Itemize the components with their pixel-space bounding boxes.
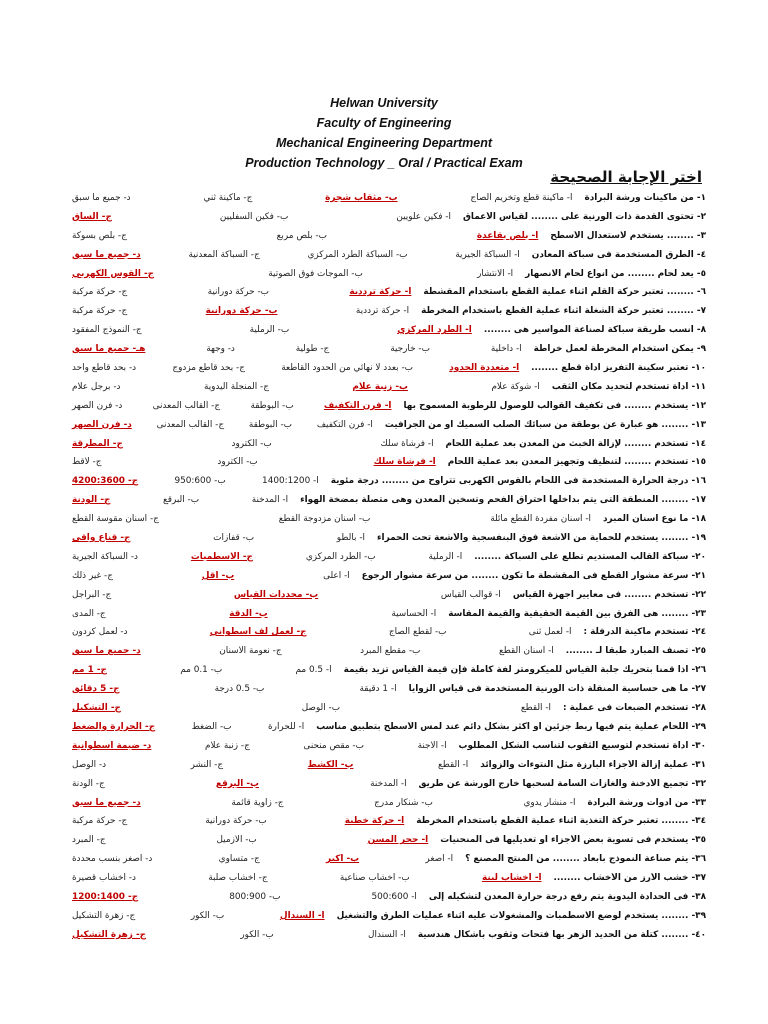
question-text: ١٢- يستخدم ........ فى تكفيف القوالب للوصول للرطوبة المسموح بها [403, 400, 706, 411]
question-row [64, 779, 706, 798]
answer-option: ب- الأزميل [216, 835, 257, 846]
exam-title: Production Technology _ Oral / Practical Exam [245, 156, 523, 170]
answer-option: أ- أصغر [425, 854, 454, 865]
question-text: ٢- تحتوى القدمة ذات الورنية على ........ لقياس الأعماق [462, 211, 706, 222]
question-row [64, 401, 706, 420]
answer-option: ج- المنجلة اليدوية [203, 381, 269, 392]
correct-answer-option: د- جميع ما سبق [72, 797, 141, 808]
answer-option: أ- المدخنة [251, 495, 289, 506]
correct-answer-option: ج- زهرة التشكيل [72, 929, 147, 940]
question-text: ٧- ........ تعتبر حركة الشغلة أثناء عملية القطع باستخدام المخرطة [421, 306, 706, 317]
answer-option: د- الوصل [72, 759, 107, 770]
question-row [64, 722, 706, 741]
answer-option: د- أخشاب قصيرة [72, 873, 136, 884]
answer-options [64, 231, 540, 241]
answer-option: ب- 0.1 مم [180, 665, 223, 676]
answer-option: ب- خارجية [390, 344, 430, 355]
answer-option: ج- البراجل [72, 589, 112, 600]
correct-answer-option: ب- أقل [201, 570, 235, 581]
answer-option: أ- أعلى [323, 570, 350, 581]
answer-option: د- وجهة [206, 344, 235, 355]
question-text: ١٠- تعتبر سكينة التفريز أداة قطع ........ [531, 363, 706, 374]
answer-options [64, 552, 464, 562]
exam-header [0, 93, 768, 173]
answer-option: ب- الوصل [301, 703, 341, 714]
answer-options [64, 854, 455, 864]
correct-answer-option: د- جميع ما سبق [72, 646, 141, 657]
question-row [64, 684, 706, 703]
correct-answer-option: أ- أخشاب لينة [481, 873, 542, 884]
answer-option: أ- السندال [368, 929, 406, 940]
answer-option: ب- 950:600 [174, 476, 226, 487]
answer-option: ب- البرقع [163, 495, 200, 506]
correct-answer-option: ب- زنبة علام [352, 381, 408, 392]
correct-answer-option: أ- بلص بقاعدة [476, 230, 539, 241]
question-text: ٣٨- فى الحدادة اليدوية يتم رفع درجة حرارة المعدن لتشكيله إلى [428, 891, 706, 902]
answer-option: ب- الموجات فوق الصوتية [268, 268, 363, 279]
question-row [64, 382, 706, 401]
question-row [64, 212, 706, 231]
question-list [64, 193, 706, 949]
answer-option: د- السباكة الجيرية [72, 551, 138, 562]
correct-answer-option: ج- القوس الكهربي [72, 268, 155, 279]
answer-option: ب- أخشاب صناعية [339, 873, 410, 884]
answer-options [64, 439, 436, 449]
correct-answer-option: ج- 1200:1400 [72, 891, 139, 902]
answer-option: ب- البوطقة [248, 419, 293, 430]
correct-answer-option: أ- الطرد المركزي [397, 325, 472, 336]
question-row [64, 306, 706, 325]
question-row [64, 231, 706, 250]
answer-options [64, 382, 542, 392]
question-text: ١٨- ما نوع أسنان المبرد [603, 514, 706, 525]
question-row [64, 250, 706, 269]
answer-options [64, 911, 327, 921]
question-row [64, 269, 706, 288]
correct-answer-option: ج- الحرارة والضغط [72, 721, 156, 732]
question-row [64, 854, 706, 873]
answer-option: ب- بلص مربع [276, 230, 327, 241]
answer-option: ج- حركة مركبة [72, 306, 128, 317]
answer-option: أ- فرشاة سلك [380, 438, 434, 449]
answer-option: ج- زهرة التشكيل [72, 910, 136, 921]
answer-option: ب- الضغط [191, 721, 232, 732]
answer-option: ب- الكترود [217, 457, 258, 468]
correct-answer-option: أ- حركة خطية [344, 816, 405, 827]
correct-answer-option: ج- 4200:3600 [72, 476, 139, 487]
question-row [64, 911, 706, 930]
correct-answer-option: د- ضيمة اسطوانية [72, 740, 152, 751]
answer-options [64, 420, 375, 430]
question-row [64, 873, 706, 892]
faculty-name: Faculty of Engineering [316, 116, 452, 130]
correct-answer-option: ب- أكبر [326, 854, 360, 865]
answer-option: ج- الودنة [72, 778, 105, 789]
question-row [64, 363, 706, 382]
answer-option: أ- 1 دقيقة [359, 684, 397, 695]
answer-option: أ- الأجنة [417, 740, 447, 751]
question-text: ٢١- سرعة مشوار القطع فى المقشطة ما تكون ........ من سرعة مشوار الرجوع [361, 570, 706, 581]
question-text: ٣٩- ........ يستخدم لوضع الاسطمبات والمشغولات عليه أثناء عمليات الطرق والتشغيل [336, 910, 706, 921]
question-text: ٣٧- خشب الأرز من الأخشاب ........ [553, 873, 706, 884]
answer-options [64, 741, 449, 751]
answer-option: ب- بعدد لا نهائي من الحدود القاطعة [281, 363, 414, 374]
question-row [64, 420, 706, 439]
question-text: ١٥- تستخدم ........ لتنظيف وتجهيز المعدن بعد عملية اللحام [447, 457, 706, 468]
answer-option: ب- الكترود [231, 438, 272, 449]
answer-option: أ- قوالب القياس [440, 589, 501, 600]
correct-answer-option: أ- متعددة الحدود [449, 363, 520, 374]
question-text: ٣٢- تجميع الأدخنة والغازات السامة لسحبها خارج الورشة عن طريق [418, 778, 706, 789]
question-row [64, 457, 706, 476]
question-row [64, 816, 706, 835]
answer-option: د- بحد قاطع واحد [72, 363, 137, 374]
answer-option: ج- متساوي [218, 854, 260, 865]
answer-options [64, 212, 453, 222]
answer-option: ج- القالب المعدنى [156, 419, 225, 430]
answer-options [64, 816, 406, 826]
answer-options [64, 571, 352, 581]
answer-option: أ- للحرارة [268, 721, 305, 732]
answer-options [64, 457, 438, 467]
question-row [64, 741, 706, 760]
question-row [64, 665, 706, 684]
answer-option: ب- فكين السفليين [219, 211, 289, 222]
question-text: ٣٦- يتم صناعة النموذج بأبعاد ........ من المنتج المصنع ؟ [465, 854, 706, 865]
answer-options [64, 287, 413, 297]
question-text: ٤- الطرق المستخدمة فى سباكة المعادن [531, 249, 706, 260]
question-text: ٣٠- أداة تستخدم لتوسيع الثقوب لتناسب الشكل المطلوب [458, 740, 706, 751]
department-name: Mechanical Engineering Department [275, 136, 493, 150]
question-text: ١٩- ........ يستخدم للحماية من الأشعة فوق البنفسجية والأشعة تحت الحمراء [377, 533, 706, 544]
answer-option: ج- طولية [295, 344, 330, 355]
correct-answer-option: ج- لعمل لف اسطواني [209, 627, 307, 638]
university-name: Helwan University [330, 96, 438, 110]
answer-option: ب- الكور [190, 910, 225, 921]
question-text: ٢٠- سباكة القالب المستديم تطلع على السباكة ........ [474, 551, 706, 562]
correct-answer-option: ب- الدقة [229, 608, 268, 619]
answer-option: ج- زنبة علام [204, 740, 250, 751]
answer-options [64, 779, 409, 789]
answer-option: ب- الرملية [249, 325, 290, 336]
question-text: ١٣- ........ هو عبارة عن بوطقة من سبائك الصلب السميك أو من الجرافيت [384, 419, 706, 430]
answer-options [64, 269, 515, 279]
answer-option: أ- ماكينة قطع وتخريم الصاج [470, 193, 573, 203]
answer-option: ج- لاقط [72, 457, 102, 468]
question-row [64, 627, 706, 646]
correct-answer-option: ج- 5 دقائق [72, 684, 120, 695]
question-row [64, 287, 706, 306]
question-row [64, 609, 706, 628]
answer-option: أ- الرملية [428, 551, 463, 562]
question-row [64, 344, 706, 363]
question-text: ٢٩- اللحام عملية يتم فيها ربط جزئين أو أكثر بشكل دائم عند لمس الأسطح بتطبيق مناسب [316, 721, 706, 732]
answer-option: ج- غير ذلك [72, 570, 113, 581]
answer-options [64, 722, 306, 732]
answer-option: ج- النشر [190, 759, 224, 770]
answer-options [64, 646, 556, 656]
answer-option: ب- الطرد المركزي [305, 551, 376, 562]
answer-options [64, 703, 553, 713]
answer-options [64, 533, 367, 543]
answer-option: ج- القالب المعدنى [152, 400, 221, 411]
question-row [64, 646, 706, 665]
answer-option: ج- بحد قاطع مزدوج [172, 363, 245, 374]
answer-option: أ- السباكة الجيرية [455, 249, 520, 260]
answer-option: د- لعمل كردون [72, 627, 128, 638]
correct-answer-option: أ- فرشاة سلك [373, 457, 436, 468]
question-row [64, 495, 706, 514]
question-row [64, 325, 706, 344]
answer-options [64, 835, 430, 845]
question-row [64, 439, 706, 458]
correct-answer-option: د- فرن الصهر [72, 419, 132, 430]
question-row [64, 571, 706, 590]
question-row [64, 798, 706, 817]
correct-answer-option: أ- فرن التكفيف [323, 400, 392, 411]
answer-option: ب- الكور [240, 929, 274, 940]
answer-option: ج- زاوية قائمة [231, 797, 284, 808]
question-text: ٢٦- اذا قمنا بتحريك جلبة القياس للميكرومتر لفة كاملة فإن قيمة القياس تزيد بقيمة [343, 665, 706, 676]
question-text: ٩- يمكن استخدام المخرطة لعمل خراطة [533, 344, 706, 355]
question-text: ٥- يعد لحام ........ من أنواع لحام الانصهار [525, 268, 706, 279]
answer-options [64, 250, 522, 260]
answer-options [64, 476, 321, 486]
answer-option: أ- 1400:1200 [262, 476, 319, 487]
answer-option: د- أصغر بنسب محددة [72, 854, 153, 865]
question-text: ١- من ماكينات ورشة البرادة [584, 193, 706, 203]
question-text: ٣٥- يستخدم فى تسوية بعض الأجزاء أو تعديليها فى المنحنيات [440, 835, 706, 846]
answer-option: أ- حركة ترددية [355, 306, 410, 317]
answer-option: ج- النموذج المفقود [72, 325, 142, 336]
answer-options [64, 798, 577, 808]
answer-options [64, 609, 438, 619]
answer-option: ج- المدى [72, 608, 106, 619]
question-row [64, 703, 706, 722]
answer-options [64, 930, 408, 940]
answer-option: أ- الانتشار [477, 268, 514, 279]
correct-answer-option: أ- حركة ترددية [349, 287, 412, 298]
correct-answer-option: د- جميع ما سبق [72, 249, 141, 260]
answer-option: د- برجل علام [72, 381, 121, 392]
answer-options [64, 590, 503, 600]
answer-option: أ- أسنان القطع [498, 646, 554, 657]
answer-option: ج- أسنان مقوسة القطع [72, 514, 159, 525]
answer-option: ب- حركة دورانية [205, 816, 267, 827]
answer-option: ب- شنكار مدرج [374, 797, 433, 808]
question-row [64, 892, 706, 911]
answer-option: ج- بلص بسوكة [72, 230, 127, 241]
answer-option: أ- 0.5 مم [295, 665, 332, 676]
answer-options [64, 760, 470, 770]
question-text: ٢٢- تستخدم ........ فى معايير أجهزة القياس [512, 589, 706, 600]
question-text: ٢٤- تستخدم ماكينة الدرفلة : [583, 627, 706, 638]
answer-options [64, 344, 524, 354]
correct-answer-option: ج- المطرقة [72, 438, 123, 449]
correct-answer-option: ب- مثقاب شجرة [325, 193, 398, 203]
answer-option: ج- حركة مركبة [72, 816, 128, 827]
answer-options [64, 325, 474, 335]
correct-answer-option: ب- الكشط [307, 759, 354, 770]
answer-option: أ- منشار يدوي [523, 797, 576, 808]
answer-options [64, 363, 521, 373]
answer-option: ج- حركة مركبة [72, 287, 128, 298]
question-row [64, 552, 706, 571]
question-row [64, 193, 706, 212]
answer-option: د- فرن الصهر [72, 400, 123, 411]
section-title: اختر الإجابة الصحيحة [550, 168, 702, 186]
correct-answer-option: ج- التشكيل [72, 703, 121, 714]
answer-option: ب- مقص منحنى [303, 740, 364, 751]
question-text: ٤٠- ........ كتلة من الحديد الزهر بها فتحات وثقوب بأشكال هندسية [417, 929, 706, 940]
correct-answer-option: ج- 1 مم [72, 665, 107, 676]
correct-answer-option: ب- محددات القياس [233, 589, 319, 600]
correct-answer-option: ج- قناع واقى [72, 533, 131, 544]
answer-option: ج- ماكينة ثني [203, 193, 253, 203]
answer-options [64, 665, 334, 675]
question-text: ٢٧- ما هى حساسية المنقلة ذات الورنية المستخدمة فى قياس الزوايا [408, 684, 706, 695]
correct-answer-option: أ- السندال [279, 910, 325, 921]
answer-option: ج- المبرد [72, 835, 106, 846]
answer-option: ب- لقطع الصاج [388, 627, 447, 638]
question-row [64, 476, 706, 495]
answer-options [64, 193, 574, 203]
correct-answer-option: ب- البرقع [215, 778, 259, 789]
answer-options [64, 401, 393, 411]
answer-option: أ- المدخنة [370, 778, 407, 789]
question-text: ٣٣- من أدوات ورشة البرادة [587, 797, 706, 808]
question-row [64, 835, 706, 854]
question-row [64, 760, 706, 779]
question-text: ٢٨- تستخدم الضبعات فى عملية : [563, 703, 706, 714]
question-row [64, 930, 706, 949]
answer-option: أ- داخلية [490, 344, 522, 355]
answer-option: أ- أسنان مفردة القطع مائلة [490, 514, 591, 525]
correct-answer-option: ج- الودنة [72, 495, 111, 506]
answer-option: أ- لعمل ثنى [528, 627, 572, 638]
answer-option: أ- القطع [438, 759, 469, 770]
answer-option: أ- شوكة علام [491, 381, 540, 392]
question-text: ١٧- ........ المنطقة التى يتم بداخلها احتراق الفحم وتسخين المعدن وهى متصلة بمضخة الهواء [300, 495, 706, 506]
answer-option: ج- نعومة الأسنان [219, 646, 282, 657]
question-text: ٢٣- ........ هى الفرق بين القيمة الحقيقية والقيمة المقاسة [448, 608, 706, 619]
answer-option: ج- السباكة المعدنية [188, 249, 260, 260]
answer-options [64, 306, 411, 316]
answer-options [64, 892, 419, 902]
question-row [64, 533, 706, 552]
answer-option: أ- فرن التكفيف [316, 419, 373, 430]
answer-option: أ- الحساسية [391, 608, 437, 619]
question-text: ٨- أنسب طريقة سباكة لصناعة المواسير هى ........ [483, 325, 706, 336]
question-text: ٦- ........ تعتبر حركة القلم أثناء عملية القطع باستخدام المقشطة [423, 287, 706, 298]
answer-options [64, 873, 544, 883]
answer-option: ب- حركة دورانية [207, 287, 270, 298]
answer-option: ب- 0.5 درجة [214, 684, 265, 695]
question-text: ٢٥- تصنف المبارد طبقاً لـ ........ [565, 646, 706, 657]
question-text: ١١- أداة تستخدم لتحديد مكان الثقب [551, 381, 706, 392]
answer-option: ب- قفازات [213, 533, 255, 544]
question-text: ٣٤- ........ تعتبر حركة التغذية أثناء عملية القطع باستخدام المخرطة [416, 816, 706, 827]
correct-answer-option: هـ- جميع ما سبق [72, 344, 146, 355]
question-row [64, 514, 706, 533]
question-text: ٣١- عملية إزالة الأجزاء البارزة مثل النتوءات والزوائد [480, 759, 706, 770]
answer-options [64, 495, 290, 505]
question-text: ١٤- تستخدم ........ لإزالة الخبث من المعدن بعد عملية اللحام [445, 438, 706, 449]
question-text: ١٦- درجة الحرارة المستخدمة فى اللحام بالقوس الكهربى تتراوح من ........ درجة مئوية [330, 476, 706, 487]
answer-option: ب- السباكة الطرد المركزي [307, 249, 408, 260]
correct-answer-option: ب- حركة دورانية [205, 306, 278, 317]
answer-options [64, 684, 399, 694]
answer-option: أ- فكين علويين [396, 211, 451, 222]
answer-options [64, 514, 593, 524]
correct-answer-option: ج- الاسطمبات [190, 551, 253, 562]
correct-answer-option: ج- الساق [72, 211, 112, 222]
answer-option: ب- البوطقة [250, 400, 294, 411]
answer-options [64, 627, 574, 637]
answer-option: أ- بالطو [336, 533, 365, 544]
answer-option: ج- أخشاب صلبة [208, 873, 268, 884]
answer-option: د- جميع ما سبق [72, 193, 131, 203]
correct-answer-option: أ- حجر المسن [367, 835, 429, 846]
answer-option: ب- 800:900 [229, 891, 281, 902]
question-row [64, 590, 706, 609]
answer-option: ب- أسنان مزدوجة القطع [278, 514, 371, 525]
answer-option: أ- القطع [520, 703, 552, 714]
answer-option: أ- 500:600 [371, 891, 417, 902]
answer-option: ب- مقطع المبرد [360, 646, 421, 657]
question-text: ٣- ........ يستخدم لاستعدال الأسطح [550, 230, 706, 241]
